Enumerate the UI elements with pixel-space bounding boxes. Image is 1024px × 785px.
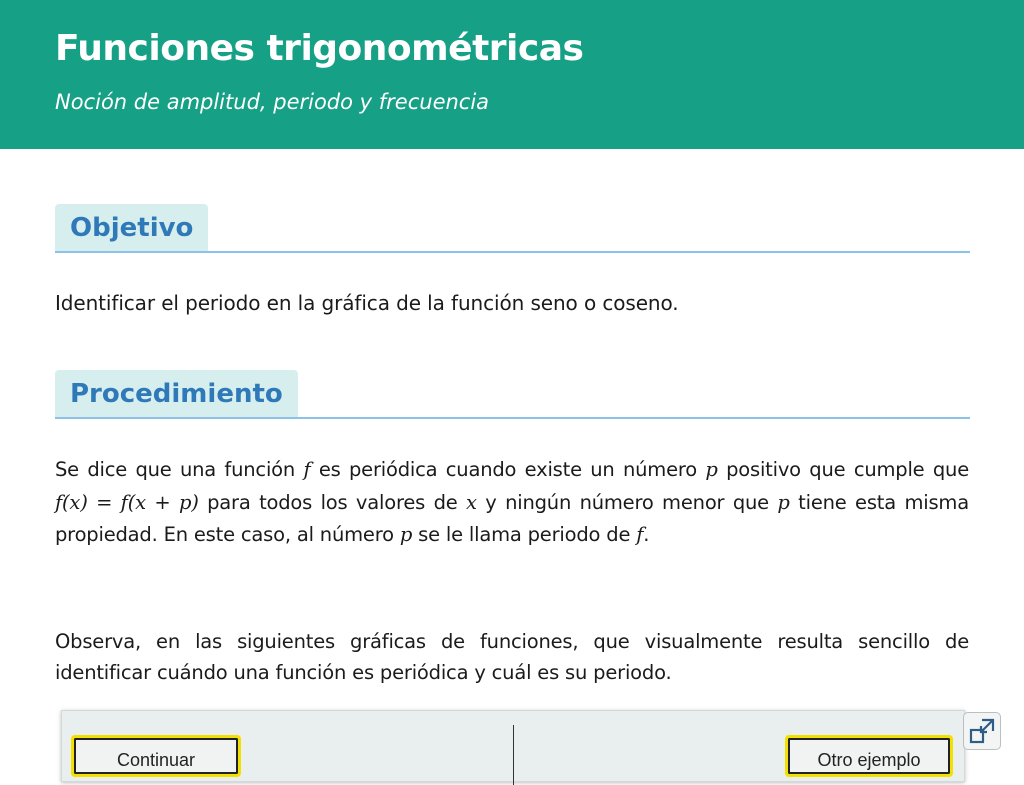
continue-button[interactable]: Continuar — [71, 735, 241, 777]
interactive-app-frame[interactable] — [61, 710, 965, 782]
section-objective-header — [55, 204, 970, 253]
text-run: y ningún número menor que — [476, 490, 778, 514]
page-title: Funciones trigonométricas — [55, 28, 584, 69]
text-run: para todos los valores de — [198, 490, 467, 514]
objective-text: Identificar el periodo en la gráfica de la función seno o coseno. — [55, 291, 679, 315]
text-run: . — [643, 523, 650, 546]
expand-icon — [968, 717, 996, 745]
math-p: p — [777, 490, 790, 514]
section-procedure-title: Procedimiento — [55, 370, 298, 417]
math-periodic-equation: f(x) = f(x + p) — [55, 490, 199, 514]
page-header — [0, 0, 1024, 149]
section-procedure-header — [55, 370, 970, 419]
math-p: p — [705, 458, 718, 481]
expand-button[interactable] — [963, 712, 1001, 750]
section-objective-title: Objetivo — [55, 204, 208, 251]
math-x: x — [466, 490, 477, 514]
procedure-definition-paragraph — [55, 454, 969, 552]
page-subtitle: Noción de amplitud, periodo y frecuencia — [55, 90, 490, 114]
procedure-observation-paragraph: Observa, en las siguientes gráficas de funciones, que visualmente resulta sencillo de identificar cuándo una función es periódica y cuál es su periodo. — [55, 630, 969, 684]
text-run: positivo que cumple que — [717, 458, 970, 481]
math-f: f — [303, 458, 311, 481]
math-p: p — [399, 523, 413, 546]
text-run: se le llama periodo de — [412, 523, 637, 546]
text-run: es periódica cuando existe un número — [310, 458, 706, 481]
text-run: Se dice que una función — [55, 458, 304, 481]
math-f: f — [636, 523, 644, 546]
app-divider — [513, 725, 514, 785]
text-run: tiene esta misma propiedad. En este caso, al número — [55, 490, 969, 546]
other-example-button[interactable]: Otro ejemplo — [785, 735, 953, 777]
